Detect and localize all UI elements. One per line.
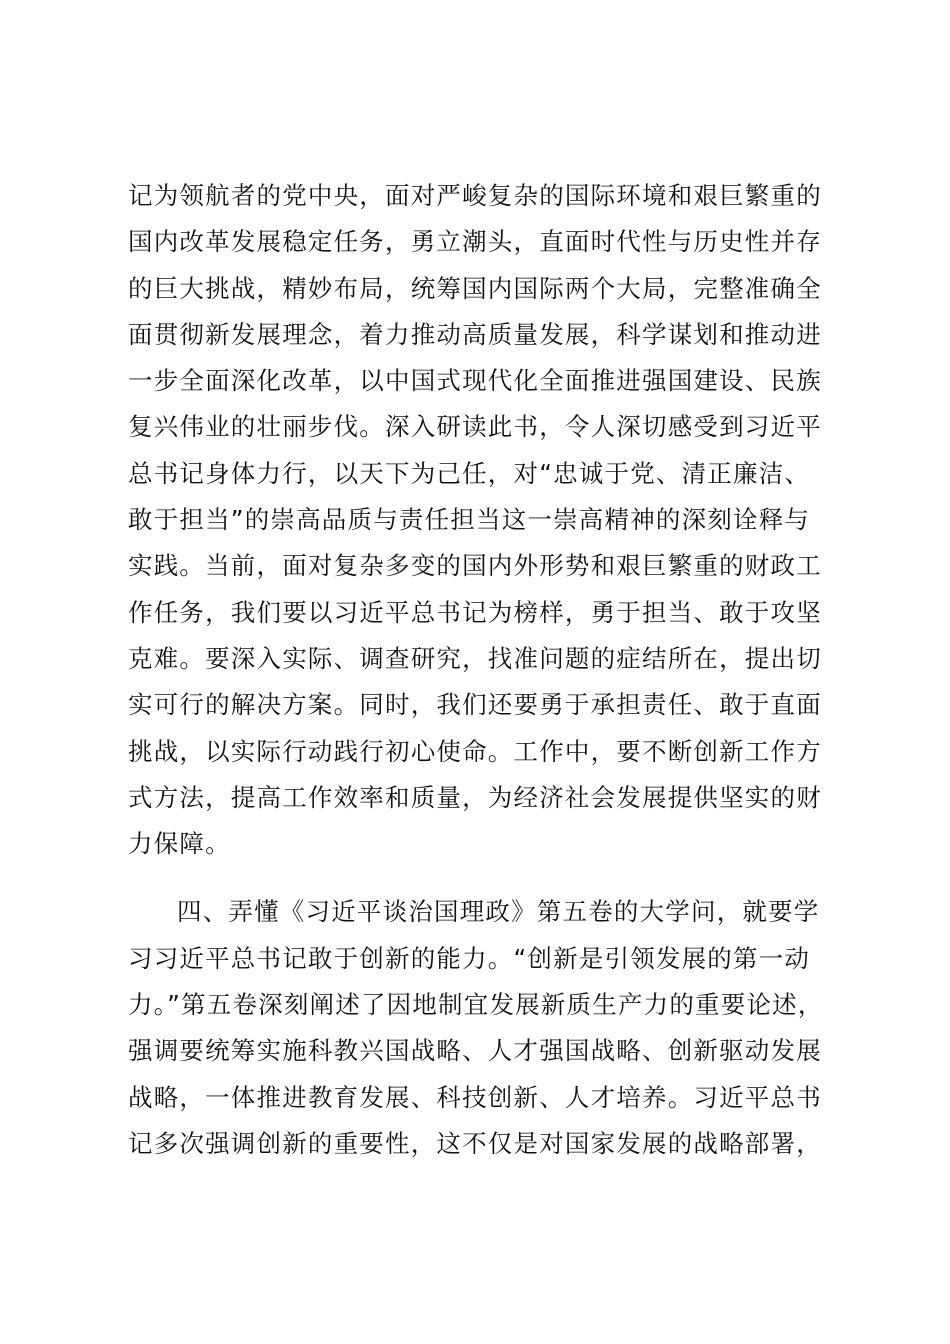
text-line: 的巨大挑战，精妙布局，统筹国内国际两个大局，完整准确全 — [128, 273, 822, 303]
text-line: 力保障。 — [128, 829, 231, 859]
text-line: 四、弄懂《习近平谈治国理政》第五卷的大学问，就要学 — [177, 897, 820, 927]
text-line: 克难。要深入实际、调查研究，找准问题的症结所在，提出切 — [128, 643, 822, 673]
text-line: 作任务，我们要以习近平总书记为榜样，勇于担当、敢于攻坚 — [128, 597, 822, 627]
paragraph-gap — [128, 867, 838, 889]
text-line: 式方法，提高工作效率和质量，为经济社会发展提供坚实的财 — [128, 782, 822, 812]
text-line: 实可行的解决方案。同时，我们还要勇于承担责任、敢于直面 — [128, 690, 822, 720]
text-line: 面贯彻新发展理念，着力推动高质量发展，科学谋划和推动进 — [128, 319, 822, 349]
text-line: 总书记身体力行，以天下为己任，对“忠诚于党、清正廉洁、 — [128, 458, 811, 488]
text-line: 力。”第五卷深刻阐述了因地制宜发展新质生产力的重要论述， — [128, 990, 824, 1020]
text-line: 复兴伟业的壮丽步伐。深入研读此书，令人深切感受到习近平 — [128, 412, 822, 442]
text-line: 记多次强调创新的重要性，这不仅是对国家发展的战略部署， — [128, 1128, 822, 1158]
text-line: 国内改革发展稳定任务，勇立潮头，直面时代性与历史性并存 — [128, 227, 822, 257]
text-line: 挑战，以实际行动践行初心使命。工作中，要不断创新工作方 — [128, 736, 822, 766]
text-line: 习习近平总书记敢于创新的能力。“创新是引领发展的第一动 — [128, 943, 811, 973]
text-line: 实践。当前，面对复杂多变的国内外形势和艰巨繁重的财政工 — [128, 551, 822, 581]
text-line: 记为领航者的党中央，面对严峻复杂的国际环境和艰巨繁重的 — [128, 181, 822, 210]
text-line: 战略，一体推进教育发展、科技创新、人才培养。习近平总书 — [128, 1082, 822, 1112]
text-line: 强调要统筹实施科教兴国战略、人才强国战略、创新驱动发展 — [128, 1036, 822, 1066]
text-line: 一步全面深化改革，以中国式现代化全面推进强国建设、民族 — [128, 366, 822, 396]
body-text — [128, 173, 838, 1167]
text-line: 敢于担当”的崇高品质与责任担当这一崇高精神的深刻诠释与 — [128, 505, 811, 535]
